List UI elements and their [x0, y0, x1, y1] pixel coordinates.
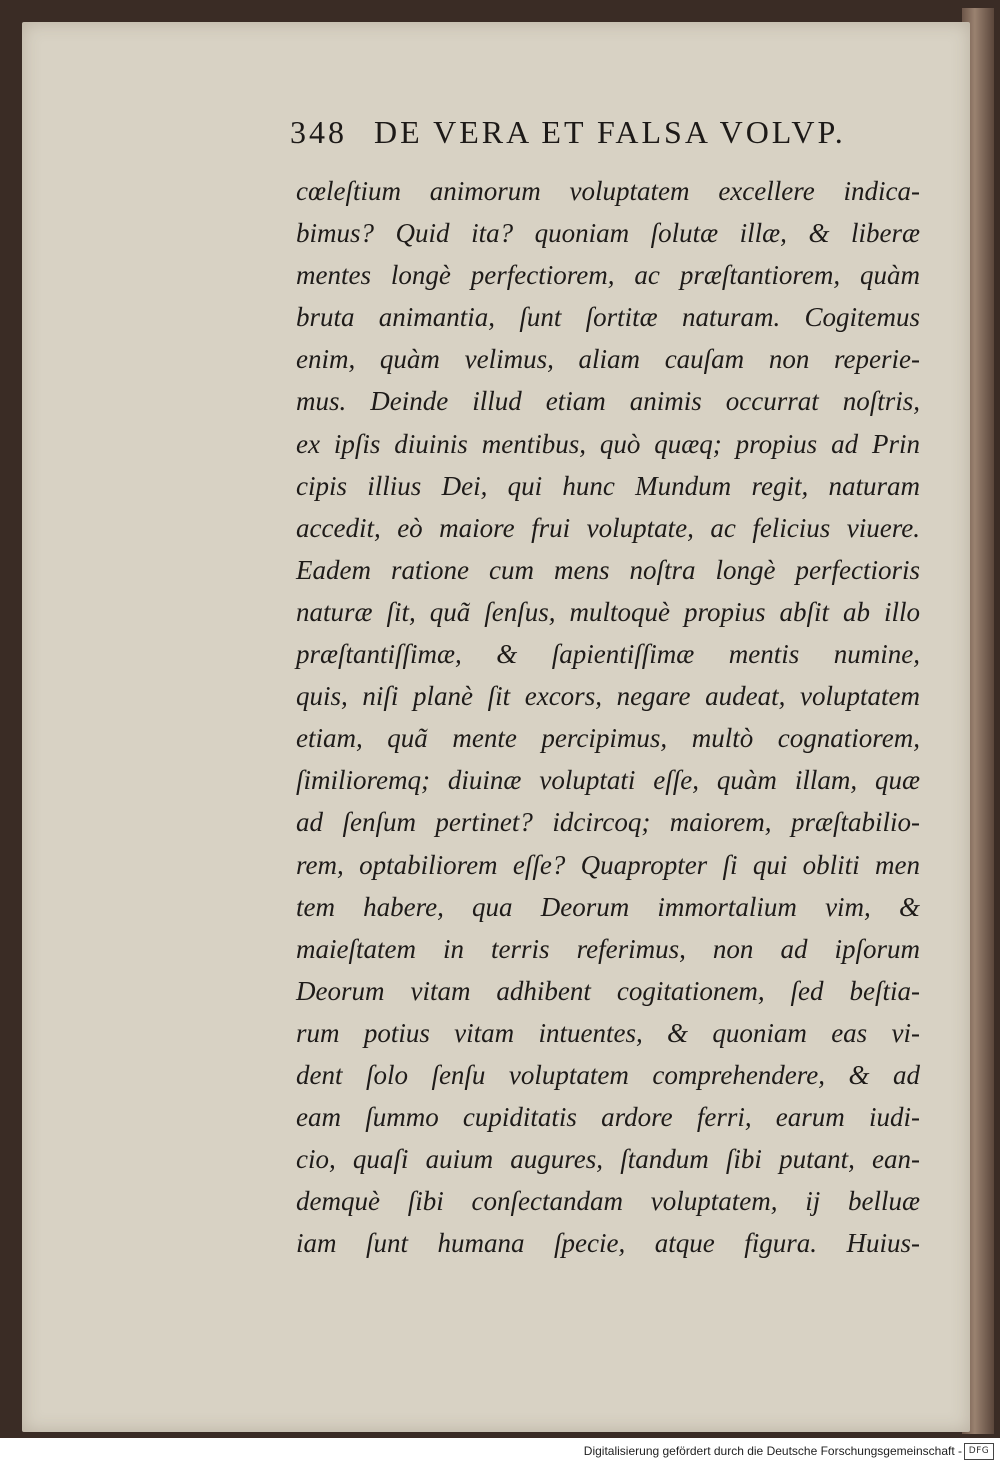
text-line: etiam, quã mente percipimus, multò cognatiorem, [296, 723, 920, 754]
text-line: eam ſummo cupiditatis ardore ferri, earum iudi- [296, 1102, 920, 1133]
text-line: mentes longè perfectiorem, ac præſtantiorem, quàm [296, 260, 920, 291]
text-line: accedit, eò maiore frui voluptate, ac felicius viuere. [296, 512, 920, 543]
text-line: mus. Deinde illud etiam animis occurrat noſtris, [296, 386, 920, 417]
text-line: ad ſenſum pertinet? idcircoq; maiorem, præſtabilio- [296, 807, 920, 838]
body-text [296, 170, 920, 1264]
footer-bar [0, 1438, 1000, 1465]
text-line: dent ſolo ſenſu voluptatem comprehendere, & ad [296, 1059, 920, 1090]
text-line: demquè ſibi conſectandam voluptatem, ij belluæ [296, 1186, 920, 1217]
text-line: enim, quàm velimus, aliam cauſam non reperie- [296, 344, 920, 375]
text-line: tem habere, qua Deorum immortalium vim, & [296, 891, 920, 922]
text-line: maieſtatem in terris referimus, non ad ipſorum [296, 933, 920, 964]
text-line: cœleſtium animorum voluptatem excellere indica- [296, 176, 920, 206]
running-title: DE VERA ET FALSA VOLVP. [374, 114, 846, 150]
text-line: quis, niſi planè ſit excors, negare audeat, voluptatem [296, 681, 920, 712]
text-line: rem, optabiliorem eſſe? Quapropter ſi qui obliti men [296, 849, 920, 880]
text-line: ſimilioremq; diuinæ voluptati eſſe, quàm illam, quæ [296, 765, 920, 796]
funding-credit: Digitalisierung gefördert durch die Deutsche Forschungsgemeinschaft - [583, 1444, 962, 1458]
text-line: præſtantiſſimæ, & ſapientiſſimæ mentis numine, [296, 639, 920, 670]
text-line: bimus? Quid ita? quoniam ſolutæ illæ, & liberæ [296, 218, 920, 249]
text-line: Eadem ratione cum mens noſtra longè perfectioris [296, 554, 920, 585]
text-line: naturæ ſit, quã ſenſus, multoquè propius abſit ab illo [296, 596, 920, 627]
running-header [290, 114, 920, 154]
text-line: rum potius vitam intuentes, & quoniam eas vi- [296, 1017, 920, 1048]
text-line: iam ſunt humana ſpecie, atque figura. Huius- [296, 1228, 920, 1259]
page-number: 348 [290, 114, 347, 150]
text-line: bruta animantia, ſunt ſortitæ naturam. Cogitemus [296, 302, 920, 333]
text-line: Deorum vitam adhibent cogitationem, ſed beſtia- [296, 975, 920, 1006]
text-line: cipis illius Dei, qui hunc Mundum regit, naturam [296, 470, 920, 501]
dfg-logo: DFG [964, 1443, 994, 1460]
text-line: ex ipſis diuinis mentibus, quò quæq; propius ad Prin [296, 428, 920, 459]
text-line: cio, quaſi auium augures, ſtandum ſibi putant, ean- [296, 1144, 920, 1175]
